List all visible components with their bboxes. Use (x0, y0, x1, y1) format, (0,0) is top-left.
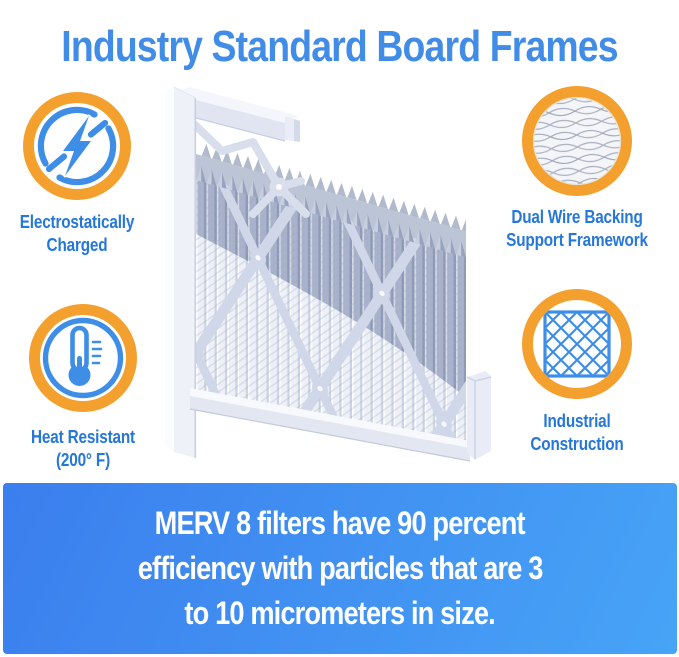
feature-electrostatically-charged (0, 92, 162, 257)
feature-label: Heat Resistant (200° F) (31, 427, 135, 470)
feature-label: Electrostatically Charged (19, 212, 135, 255)
banner-line: MERV 8 filters have 90 percent (154, 505, 526, 541)
lattice-grid-icon (522, 289, 632, 399)
banner-line: efficiency with particles that are 3 (137, 550, 543, 586)
feature-label: Industrial Construction (530, 411, 624, 454)
feature-label: Dual Wire Backing Support Framework (506, 207, 648, 250)
thermometer-icon (29, 304, 137, 412)
wire-mesh-icon (522, 86, 632, 196)
banner-line: to 10 micrometers in size. (184, 595, 496, 631)
page-title: Industry Standard Board Frames (61, 22, 618, 72)
merv-rating-banner (3, 483, 677, 654)
feature-dual-wire-backing (492, 86, 662, 252)
feature-heat-resistant (0, 304, 168, 472)
lightning-bolt-icon (23, 92, 131, 200)
feature-industrial-construction (492, 289, 662, 456)
